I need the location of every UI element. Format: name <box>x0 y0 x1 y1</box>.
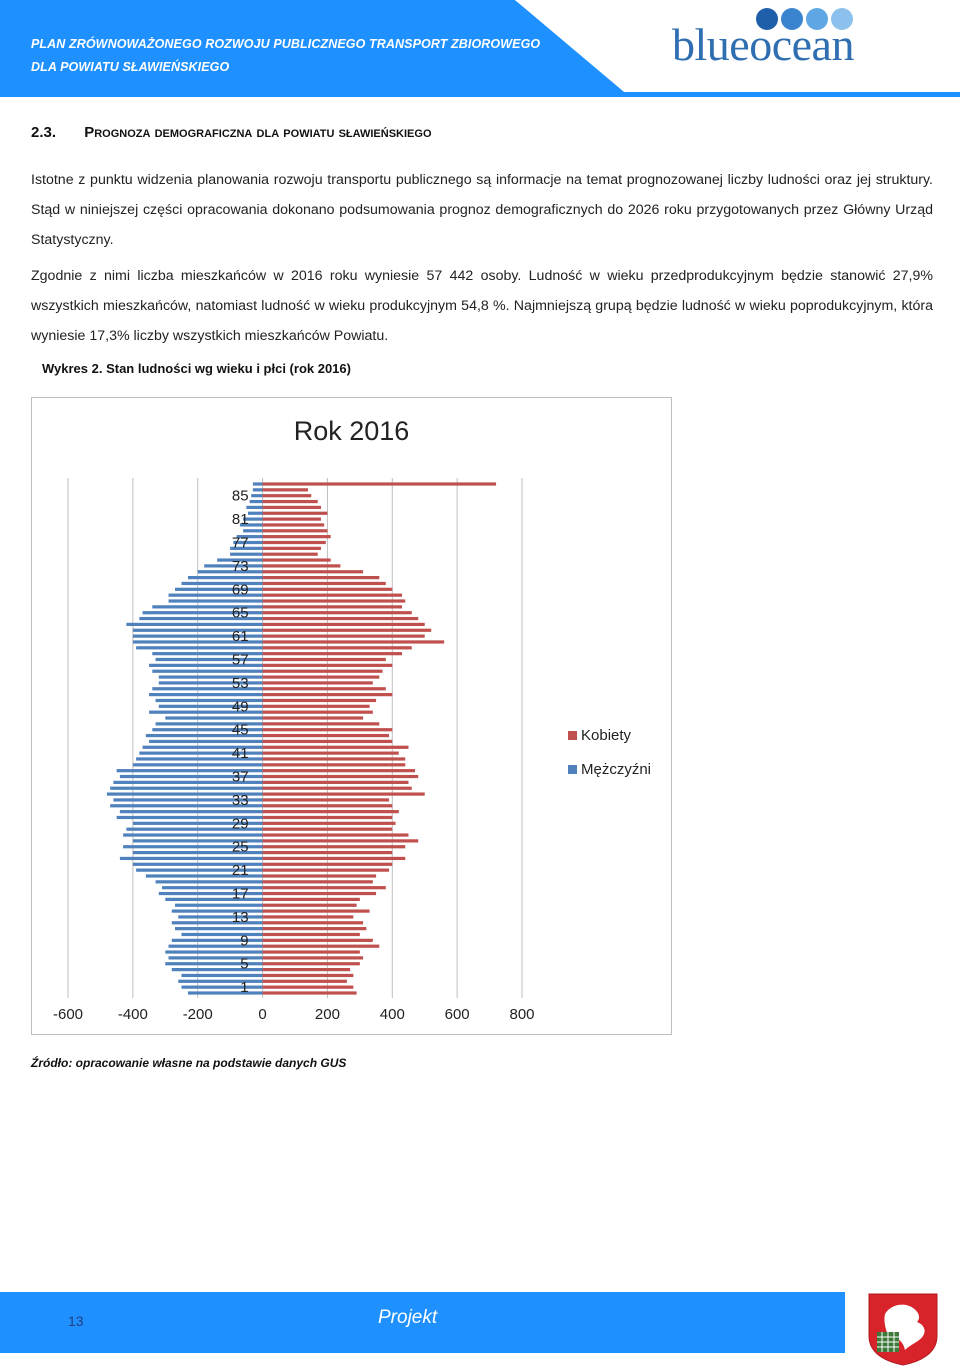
bar-mezczyzni-age-3 <box>182 974 263 977</box>
bar-kobiety-age-20 <box>263 874 377 877</box>
bar-mezczyzni-age-23 <box>120 857 263 860</box>
bar-kobiety-age-77 <box>263 541 326 544</box>
y-tick-label: 17 <box>231 885 249 903</box>
bar-kobiety-age-64 <box>263 617 419 620</box>
y-tick-label: 33 <box>231 791 249 809</box>
y-tick-label: 65 <box>231 604 249 622</box>
bar-kobiety-age-48 <box>263 711 373 714</box>
y-tick-label: 73 <box>231 557 249 575</box>
legend-swatch-kobiety <box>568 731 577 740</box>
bar-kobiety-age-51 <box>263 693 393 696</box>
bar-kobiety-age-82 <box>263 512 328 515</box>
bar-mezczyzni-age-11 <box>175 927 263 930</box>
chart-title: Rok 2016 <box>293 416 410 446</box>
bar-kobiety-age-61 <box>263 635 425 638</box>
legend-item-mezczyzni <box>568 752 651 786</box>
x-tick-label: 400 <box>379 1006 405 1023</box>
bar-kobiety-age-75 <box>263 553 318 556</box>
bar-mezczyzni-age-87 <box>253 482 263 485</box>
bar-kobiety-age-1 <box>263 986 354 989</box>
bar-kobiety-age-87 <box>263 482 496 485</box>
bar-kobiety-age-70 <box>263 582 386 585</box>
bar-mezczyzni-age-83 <box>246 506 262 509</box>
bar-kobiety-age-9 <box>263 939 373 942</box>
bar-kobiety-age-42 <box>263 746 409 749</box>
bar-kobiety-age-66 <box>263 605 402 608</box>
y-tick-label: 41 <box>231 745 249 763</box>
bar-kobiety-age-27 <box>263 833 409 836</box>
bar-kobiety-age-69 <box>263 588 393 591</box>
legend-label-mezczyzni: Mężczyźni <box>581 760 652 778</box>
bar-kobiety-age-17 <box>263 892 377 895</box>
legend-label-kobiety: Kobiety <box>581 726 632 744</box>
bar-kobiety-age-37 <box>263 775 419 778</box>
page-header <box>0 0 960 97</box>
bar-kobiety-age-34 <box>263 792 425 795</box>
bar-kobiety-age-14 <box>263 909 370 912</box>
y-tick-label: 37 <box>231 768 249 786</box>
bar-kobiety-age-8 <box>263 945 380 948</box>
bar-kobiety-age-63 <box>263 623 425 626</box>
bar-kobiety-age-81 <box>263 517 321 520</box>
bar-mezczyzni-age-67 <box>169 599 263 602</box>
bar-kobiety-age-26 <box>263 839 419 842</box>
bar-kobiety-age-5 <box>263 962 360 965</box>
bar-kobiety-age-24 <box>263 851 393 854</box>
x-tick-label: 200 <box>314 1006 340 1023</box>
page-number: 13 <box>68 1313 84 1329</box>
bar-kobiety-age-35 <box>263 787 412 790</box>
bar-kobiety-age-44 <box>263 734 389 737</box>
legend-item-kobiety <box>568 718 651 752</box>
y-tick-label: 25 <box>231 838 249 856</box>
bar-kobiety-age-22 <box>263 863 393 866</box>
bar-kobiety-age-86 <box>263 488 308 491</box>
bar-kobiety-age-78 <box>263 535 331 538</box>
bar-kobiety-age-71 <box>263 576 380 579</box>
section-heading <box>31 124 432 141</box>
bar-kobiety-age-55 <box>263 670 383 673</box>
bar-kobiety-age-38 <box>263 769 415 772</box>
y-tick-label: 21 <box>231 862 249 880</box>
bar-kobiety-age-36 <box>263 781 409 784</box>
x-tick-label: -200 <box>182 1006 213 1023</box>
source-note: Źródło: opracowanie własne na podstawie danych GUS <box>31 1056 347 1070</box>
bar-kobiety-age-18 <box>263 886 386 889</box>
x-tick-label: -400 <box>117 1006 148 1023</box>
bar-mezczyzni-age-59 <box>136 646 262 649</box>
bar-kobiety-age-40 <box>263 757 406 760</box>
bar-mezczyzni-age-55 <box>152 670 262 673</box>
bar-kobiety-age-74 <box>263 558 331 561</box>
bar-kobiety-age-59 <box>263 646 412 649</box>
bar-mezczyzni-age-27 <box>123 833 262 836</box>
bar-kobiety-age-46 <box>263 722 380 725</box>
coat-of-arms-icon <box>867 1292 939 1366</box>
bar-mezczyzni-age-31 <box>120 810 263 813</box>
population-pyramid-chart <box>31 397 672 1035</box>
bar-kobiety-age-15 <box>263 904 357 907</box>
bar-kobiety-age-80 <box>263 523 325 526</box>
bar-mezczyzni-age-51 <box>149 693 262 696</box>
bar-kobiety-age-2 <box>263 980 347 983</box>
bar-kobiety-age-25 <box>263 845 406 848</box>
bar-kobiety-age-12 <box>263 921 364 924</box>
bar-kobiety-age-79 <box>263 529 328 532</box>
bar-mezczyzni-age-75 <box>230 553 262 556</box>
bar-kobiety-age-0 <box>263 991 357 994</box>
bar-kobiety-age-54 <box>263 675 380 678</box>
chart-caption: Wykres 2. Stan ludności wg wieku i płci (rok 2016) <box>42 361 351 376</box>
bar-kobiety-age-31 <box>263 810 399 813</box>
chart-legend <box>568 718 651 786</box>
bar-kobiety-age-21 <box>263 869 389 872</box>
bar-kobiety-age-29 <box>263 822 396 825</box>
bar-kobiety-age-67 <box>263 599 406 602</box>
bar-mezczyzni-age-19 <box>156 880 263 883</box>
y-tick-label: 69 <box>231 581 249 599</box>
paragraph-2: Zgodnie z nimi liczba mieszkańców w 2016 roku wyniesie 57 442 osoby. Ludność w wieku przedprodukcyjnym będzie stanowić 27,9% wszystkich mieszkańców, natomiast ludność w wieku produkcyjnym 54,8 %. Najmniejszą grupą będzie ludność w wieku poprodukcyjnym, która wyniesie 17,3% liczby wszystkich mieszkańców Powiatu. <box>31 268 933 344</box>
bar-mezczyzni-age-15 <box>175 904 263 907</box>
bar-kobiety-age-43 <box>263 740 393 743</box>
bar-kobiety-age-68 <box>263 594 402 597</box>
bar-kobiety-age-73 <box>263 564 341 567</box>
bar-kobiety-age-76 <box>263 547 321 550</box>
bar-kobiety-age-49 <box>263 705 370 708</box>
bar-kobiety-age-56 <box>263 664 393 667</box>
section-title: Prognoza demograficzna dla powiatu sławieńskiego <box>84 124 432 141</box>
header-title <box>31 33 540 79</box>
bar-kobiety-age-6 <box>263 956 364 959</box>
header-title-line2: DLA POWIATU SŁAWIEŃSKIEGO <box>31 60 230 74</box>
bar-kobiety-age-10 <box>263 933 360 936</box>
section-number: 2.3. <box>31 124 57 141</box>
bar-kobiety-age-58 <box>263 652 402 655</box>
bar-kobiety-age-45 <box>263 728 393 731</box>
bar-kobiety-age-13 <box>263 915 354 918</box>
y-tick-label: 13 <box>231 908 249 926</box>
y-tick-label: 53 <box>231 674 249 692</box>
bar-kobiety-age-11 <box>263 927 367 930</box>
y-tick-label: 9 <box>240 932 249 950</box>
logo-text: blueocean <box>672 19 854 70</box>
bar-mezczyzni-age-79 <box>243 529 262 532</box>
bar-kobiety-age-62 <box>263 629 432 632</box>
bar-mezczyzni-age-63 <box>126 623 262 626</box>
x-tick-label: -600 <box>52 1006 84 1023</box>
bar-kobiety-age-23 <box>263 857 406 860</box>
bar-kobiety-age-41 <box>263 752 399 755</box>
y-tick-label: 5 <box>240 955 249 973</box>
x-tick-label: 0 <box>258 1006 267 1023</box>
chart-plot <box>32 398 671 1034</box>
legend-swatch-mezczyzni <box>568 765 577 774</box>
blueocean-logo <box>672 0 902 74</box>
bar-kobiety-age-84 <box>263 500 318 503</box>
bar-kobiety-age-47 <box>263 716 364 719</box>
y-tick-label: 81 <box>231 511 249 529</box>
y-tick-label: 57 <box>231 651 249 669</box>
y-tick-label: 85 <box>231 487 249 505</box>
bar-kobiety-age-3 <box>263 974 354 977</box>
bar-kobiety-age-28 <box>263 828 393 831</box>
bar-kobiety-age-39 <box>263 763 406 766</box>
bar-kobiety-age-16 <box>263 898 360 901</box>
bar-kobiety-age-72 <box>263 570 364 573</box>
bar-kobiety-age-7 <box>263 950 360 953</box>
bar-mezczyzni-age-43 <box>149 740 262 743</box>
bar-kobiety-age-50 <box>263 699 377 702</box>
bar-mezczyzni-age-47 <box>165 716 262 719</box>
bar-mezczyzni-age-35 <box>110 787 262 790</box>
bar-kobiety-age-19 <box>263 880 373 883</box>
bar-kobiety-age-52 <box>263 687 386 690</box>
y-tick-label: 49 <box>231 698 249 716</box>
bar-mezczyzni-age-71 <box>188 576 263 579</box>
header-title-line1: PLAN ZRÓWNOWAŻONEGO ROZWOJU PUBLICZNEGO TRANSPORT ZBIOROWEGO <box>31 37 541 51</box>
bar-kobiety-age-60 <box>263 640 445 643</box>
y-tick-label: 45 <box>231 721 249 739</box>
bar-kobiety-age-83 <box>263 506 321 509</box>
footer-label: Projekt <box>378 1307 438 1328</box>
x-tick-label: 800 <box>509 1006 535 1023</box>
bar-kobiety-age-4 <box>263 968 351 971</box>
paragraph-1: Istotne z punktu widzenia planowania rozwoju transportu publicznego są informacje na temat prognozowanej liczby ludności oraz jej struktury. Stąd w niniejszej części opracowania dokonano podsumowania prognoz demograficznych do 2026 roku przygotowanych przez Główny Urząd Statystyczny. <box>31 172 933 248</box>
bar-kobiety-age-33 <box>263 798 389 801</box>
bar-kobiety-age-30 <box>263 816 393 819</box>
bar-mezczyzni-age-39 <box>133 763 263 766</box>
x-tick-label: 600 <box>444 1006 470 1023</box>
y-tick-label: 29 <box>231 815 249 833</box>
bar-kobiety-age-53 <box>263 681 373 684</box>
bar-kobiety-age-32 <box>263 804 393 807</box>
page-footer <box>0 1292 845 1353</box>
bar-kobiety-age-65 <box>263 611 412 614</box>
y-tick-label: 77 <box>231 534 249 552</box>
y-tick-label: 61 <box>231 628 249 646</box>
bar-kobiety-age-57 <box>263 658 386 661</box>
bar-mezczyzni-age-7 <box>165 950 262 953</box>
y-tick-label: 1 <box>240 979 249 997</box>
bar-kobiety-age-85 <box>263 494 312 497</box>
